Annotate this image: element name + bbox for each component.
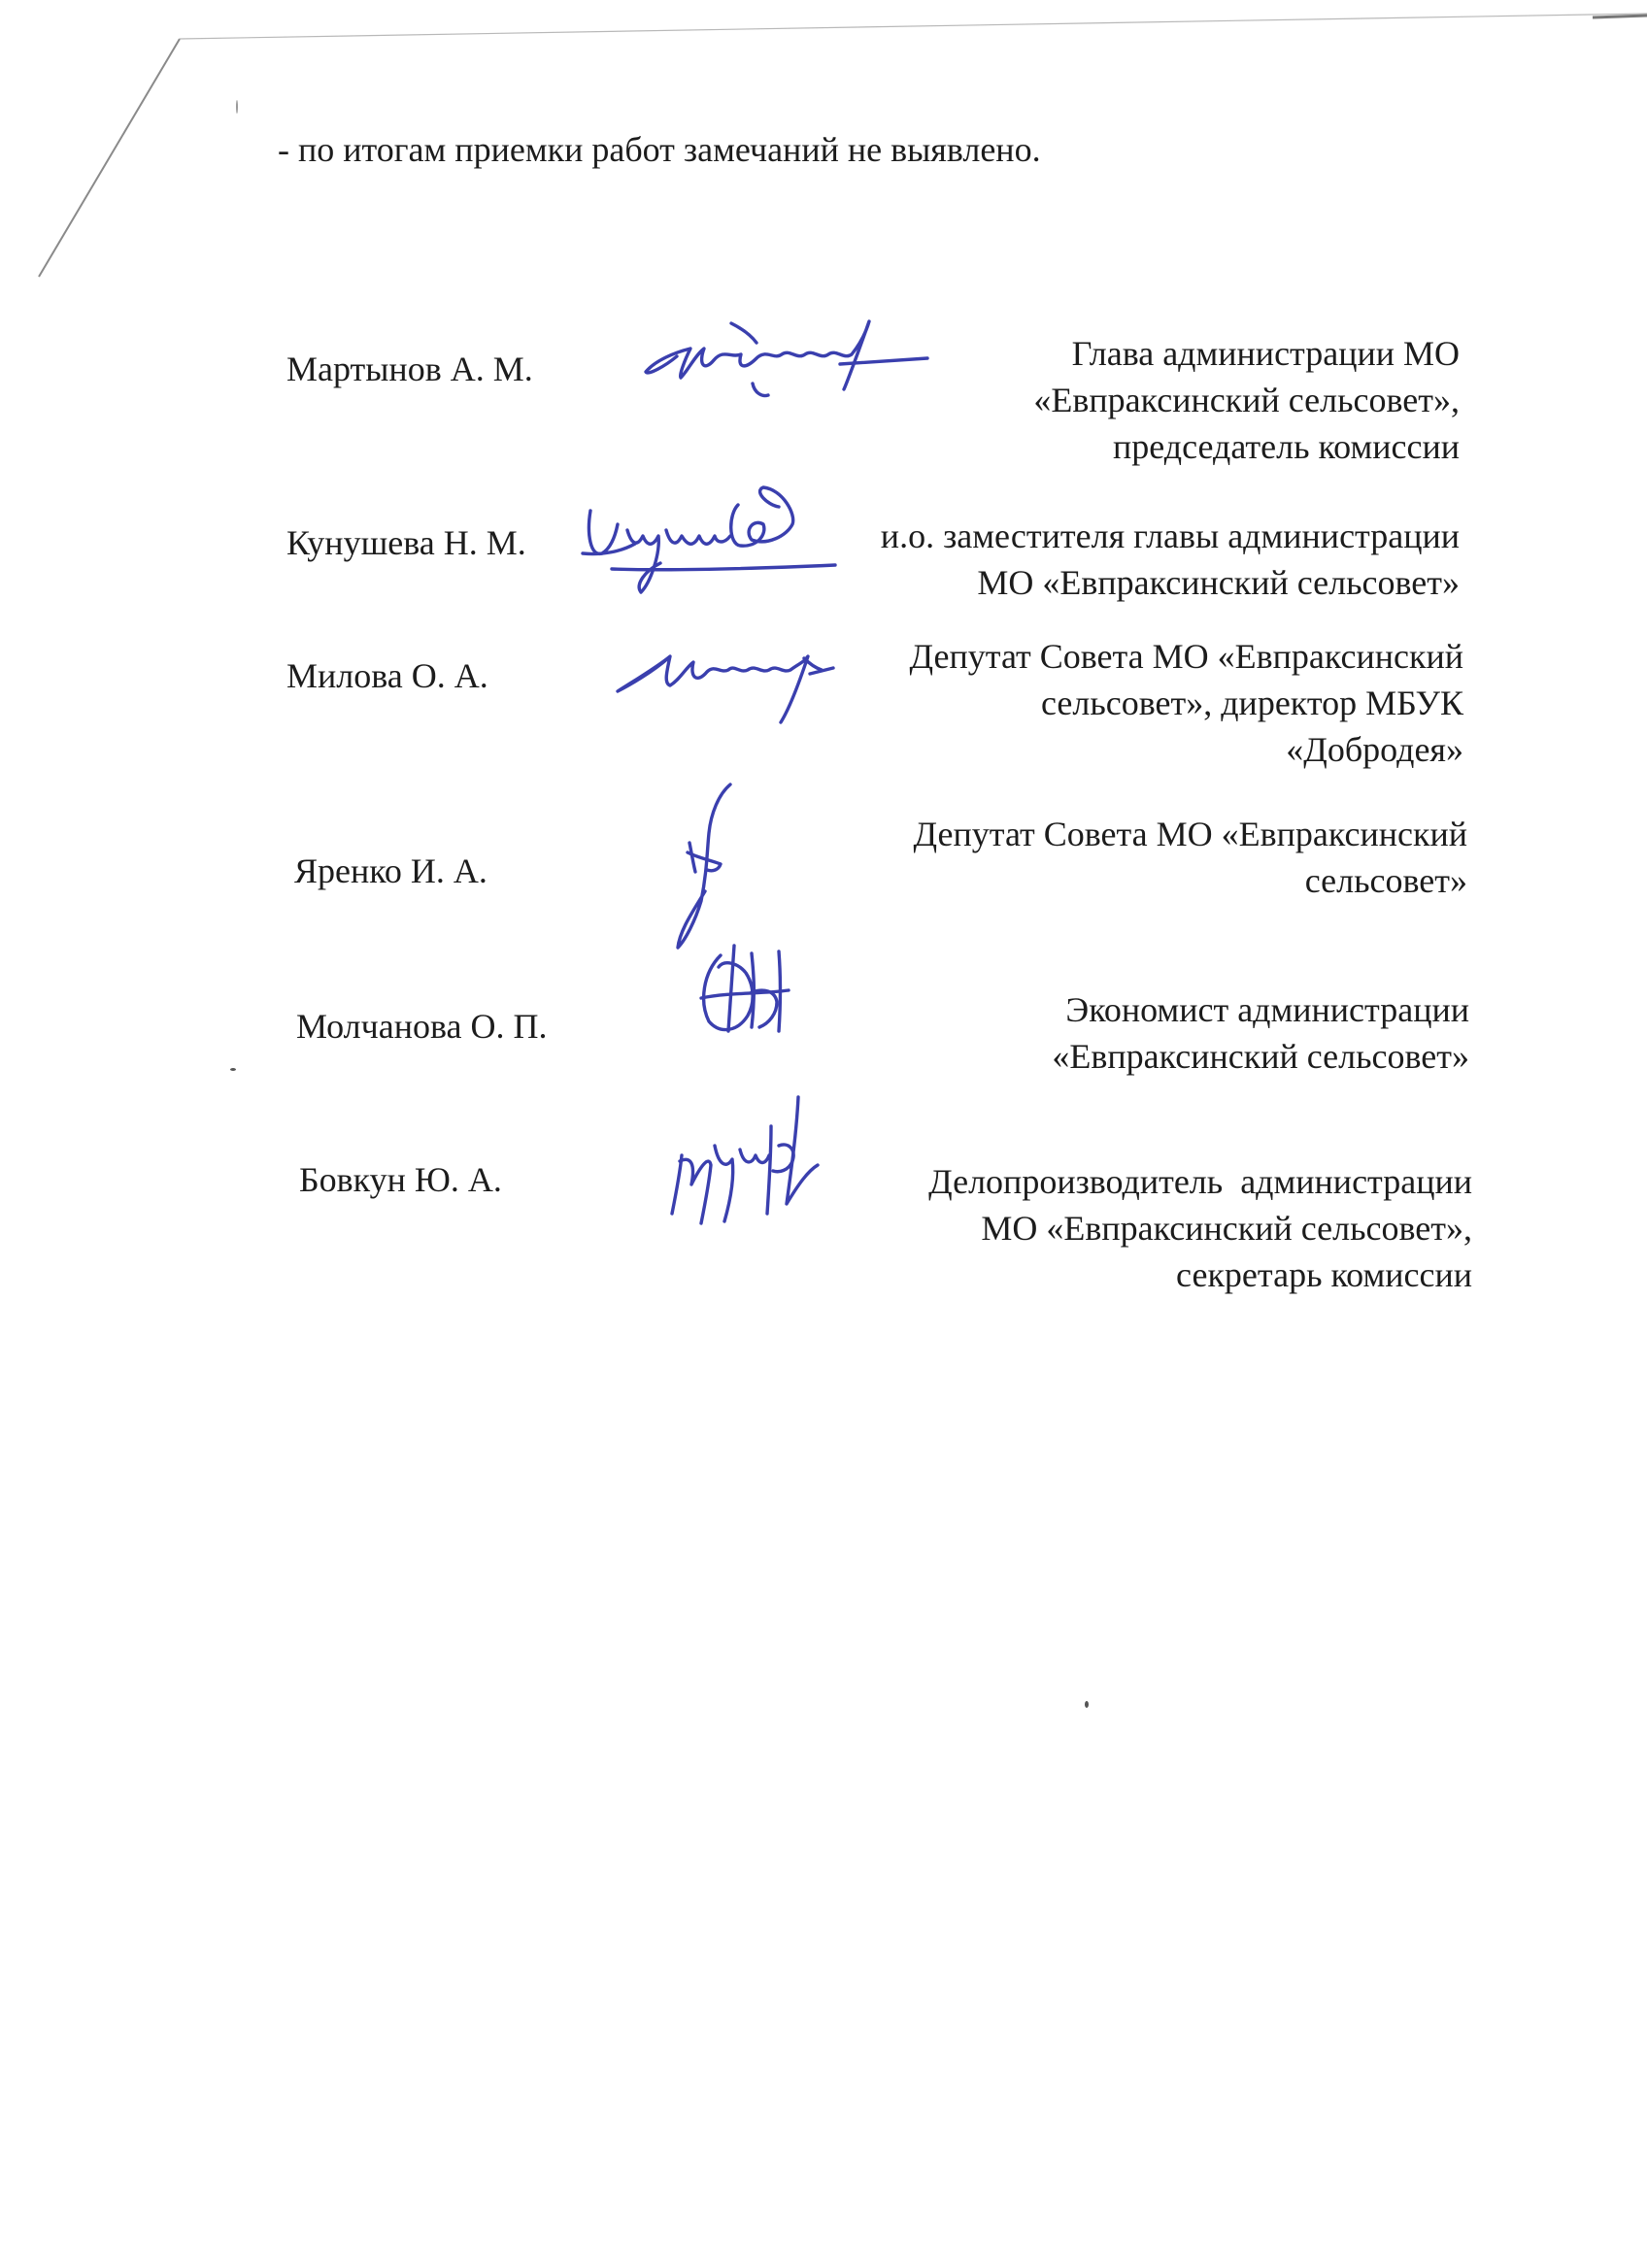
position-line: МО «Евпраксинский сельсовет» <box>977 563 1460 602</box>
position-line: «Добродея» <box>1286 730 1463 769</box>
position-line: «Евпраксинский сельсовет», <box>1033 381 1460 419</box>
signatory-name: Мартынов А. М. <box>286 350 533 388</box>
position-line: Экономист администрации <box>1065 990 1469 1029</box>
signatory-position <box>1033 330 1460 470</box>
intro-line: - по итогам приемки работ замечаний не выявлено. <box>278 130 1041 169</box>
scan-speck <box>230 1068 236 1071</box>
signatory-position <box>910 633 1463 773</box>
signature-image <box>662 1087 837 1243</box>
position-line: Глава администрации МО <box>1071 334 1460 373</box>
signature-image <box>691 934 798 1051</box>
position-line: и.о. заместителя главы администрации <box>880 517 1460 555</box>
signatory-position <box>914 811 1467 904</box>
position-line: «Евпраксинский сельсовет» <box>1052 1037 1469 1076</box>
signatory-position <box>881 513 1460 606</box>
signatory-name: Кунушева Н. М. <box>286 523 526 562</box>
signatory-position <box>928 1158 1472 1298</box>
scan-speck <box>1085 1701 1089 1708</box>
signature-image <box>660 775 748 959</box>
position-line: МО «Евпраксинский сельсовет», <box>981 1209 1472 1248</box>
position-line: Депутат Совета МО «Евпраксинский <box>913 815 1467 853</box>
position-line: Депутат Совета МО «Евпраксинский <box>909 637 1463 676</box>
signature-image <box>610 629 853 726</box>
signatory-name: Яренко И. А. <box>294 851 487 890</box>
position-line: председатель комиссии <box>1113 427 1460 466</box>
signature-image <box>636 296 937 422</box>
position-line: сельсовет», директор МБУК <box>1040 684 1463 722</box>
position-line: секретарь комиссии <box>1176 1255 1472 1294</box>
signatory-name: Бовкун Ю. А. <box>299 1160 502 1199</box>
position-line: Делопроизводитель администрации <box>928 1162 1472 1201</box>
scan-speck <box>236 100 238 114</box>
signature-image <box>573 476 845 612</box>
signatory-name: Милова О. А. <box>286 656 488 695</box>
signatory-position <box>1052 986 1469 1080</box>
position-line: сельсовет» <box>1304 861 1467 900</box>
signatory-name: Молчанова О. П. <box>296 1007 548 1046</box>
